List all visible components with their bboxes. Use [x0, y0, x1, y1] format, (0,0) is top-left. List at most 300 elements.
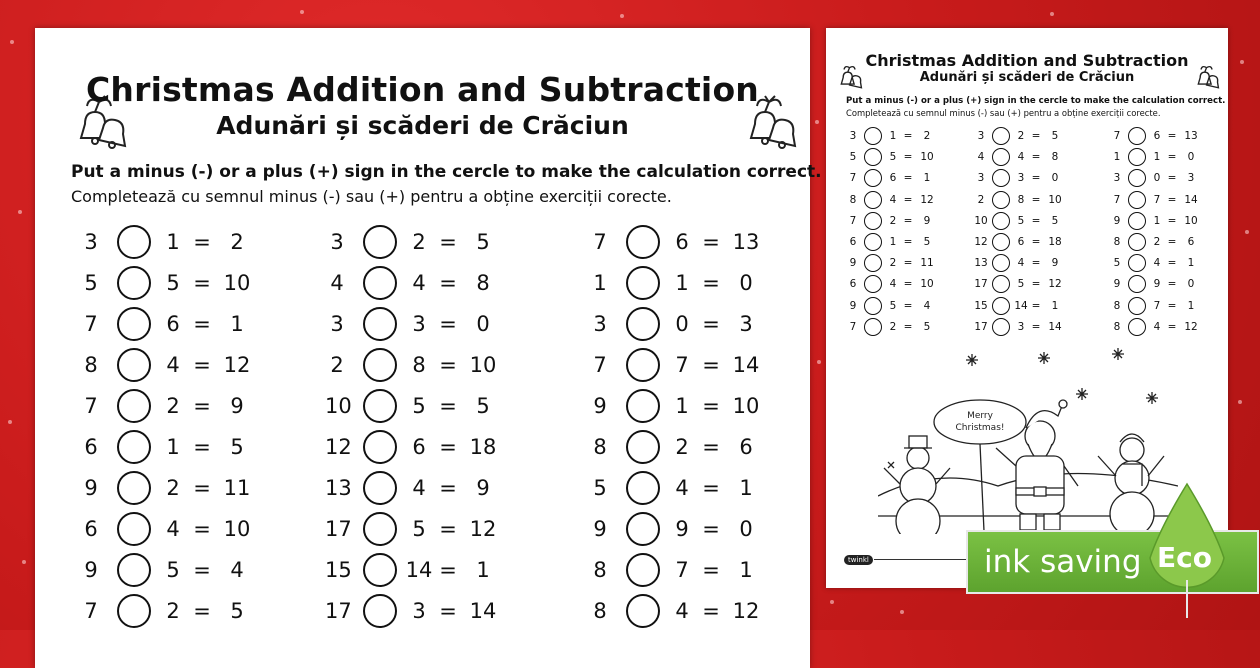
thumbnail-column-2 — [974, 127, 1084, 339]
answer-circle[interactable] — [626, 266, 660, 300]
operand-a: 15 — [325, 558, 352, 582]
sign-text-line1: Merry — [967, 411, 993, 421]
answer-circle[interactable] — [626, 307, 660, 341]
christmas-illustration — [878, 346, 1178, 534]
answer-circle[interactable] — [117, 307, 151, 341]
operand-a: 13 — [325, 476, 352, 500]
operand-b: 4 — [1153, 257, 1161, 270]
equation-row — [325, 225, 525, 266]
answer-circle[interactable] — [626, 430, 660, 464]
equation-row — [79, 471, 279, 512]
operand-b: 6 — [1017, 235, 1025, 248]
equals-sign: = — [702, 353, 720, 377]
result-value: 14 — [1184, 193, 1198, 206]
answer-circle[interactable] — [117, 389, 151, 423]
operand-a: 5 — [849, 151, 857, 164]
equation-row — [846, 275, 956, 296]
thumbnail-title: Christmas Addition and Subtraction — [865, 51, 1189, 70]
operand-b: 2 — [166, 394, 180, 418]
result-value: 3 — [1187, 172, 1195, 185]
result-value: 1 — [1051, 299, 1059, 312]
answer-circle[interactable] — [363, 348, 397, 382]
equation-row — [1110, 191, 1220, 212]
equals-sign: = — [1167, 257, 1177, 270]
snowflake-icon — [1038, 352, 1050, 364]
operand-a: 7 — [84, 599, 98, 623]
operand-b: 14 — [405, 558, 433, 582]
operand-b: 5 — [412, 394, 426, 418]
equation-row — [325, 594, 525, 635]
operand-a: 17 — [974, 278, 988, 291]
operand-a: 7 — [849, 320, 857, 333]
operand-a: 3 — [330, 230, 344, 254]
answer-circle[interactable] — [864, 297, 882, 315]
operand-b: 4 — [412, 476, 426, 500]
result-value: 4 — [923, 299, 931, 312]
equals-sign: = — [903, 214, 913, 227]
equals-sign: = — [439, 517, 457, 541]
operand-b: 2 — [412, 230, 426, 254]
equation-row — [974, 191, 1084, 212]
result-value: 1 — [739, 476, 753, 500]
answer-circle[interactable] — [626, 512, 660, 546]
operand-a: 13 — [974, 257, 988, 270]
answer-circle[interactable] — [363, 512, 397, 546]
answer-circle[interactable] — [1128, 148, 1146, 166]
thumbnail-column-1 — [846, 127, 956, 339]
equals-sign: = — [439, 230, 457, 254]
equals-sign: = — [1031, 320, 1041, 333]
operand-b: 4 — [166, 517, 180, 541]
answer-circle[interactable] — [992, 148, 1010, 166]
operand-b: 1 — [675, 271, 689, 295]
equation-row — [325, 553, 525, 594]
equation-row — [974, 148, 1084, 169]
answer-circle[interactable] — [864, 191, 882, 209]
equals-sign: = — [1031, 130, 1041, 142]
operand-a: 3 — [849, 130, 857, 142]
equals-sign: = — [903, 151, 913, 164]
equation-row — [588, 225, 788, 266]
equals-sign: = — [1167, 151, 1177, 164]
answer-circle[interactable] — [864, 127, 882, 145]
equation-row — [588, 266, 788, 307]
thumbnail-column-3 — [1110, 127, 1220, 339]
answer-circle[interactable] — [1128, 318, 1146, 336]
equals-sign: = — [1167, 320, 1177, 333]
equation-row — [974, 212, 1084, 233]
answer-circle[interactable] — [864, 318, 882, 336]
answer-circle[interactable] — [363, 553, 397, 587]
result-value: 11 — [920, 257, 934, 270]
result-value: 1 — [923, 172, 931, 185]
operand-a: 9 — [84, 558, 98, 582]
equals-sign: = — [702, 312, 720, 336]
result-value: 0 — [1187, 151, 1195, 164]
result-value: 0 — [1187, 278, 1195, 291]
result-value: 1 — [476, 558, 490, 582]
operand-a: 8 — [593, 558, 607, 582]
equation-row — [846, 297, 956, 318]
equation-row — [325, 512, 525, 553]
equals-sign: = — [193, 353, 211, 377]
operand-b: 14 — [1014, 299, 1028, 312]
equals-sign: = — [903, 193, 913, 206]
operand-b: 2 — [166, 599, 180, 623]
equation-row — [846, 233, 956, 254]
result-value: 3 — [739, 312, 753, 336]
answer-circle[interactable] — [992, 275, 1010, 293]
equation-row — [325, 307, 525, 348]
answer-circle[interactable] — [1128, 191, 1146, 209]
operand-a: 3 — [1113, 172, 1121, 185]
equals-sign: = — [702, 271, 720, 295]
operand-a: 12 — [325, 435, 352, 459]
answer-circle[interactable] — [992, 169, 1010, 187]
equation-row — [1110, 148, 1220, 169]
operand-a: 6 — [849, 235, 857, 248]
operand-b: 2 — [166, 476, 180, 500]
worksheet-large-page — [35, 28, 822, 668]
equation-row — [1110, 297, 1220, 318]
answer-circle[interactable] — [363, 430, 397, 464]
operand-a: 12 — [974, 235, 988, 248]
operand-b: 5 — [889, 151, 897, 164]
operand-b: 1 — [675, 394, 689, 418]
equation-row — [1110, 233, 1220, 254]
operand-b: 1 — [1153, 214, 1161, 227]
result-value: 12 — [732, 599, 760, 623]
answer-circle[interactable] — [992, 254, 1010, 272]
operand-a: 5 — [593, 476, 607, 500]
operand-b: 2 — [889, 257, 897, 270]
answer-circle[interactable] — [1128, 169, 1146, 187]
result-value: 5 — [230, 435, 244, 459]
operand-a: 6 — [84, 435, 98, 459]
snowflake-icon — [1146, 392, 1158, 404]
operand-b: 9 — [1153, 278, 1161, 291]
equals-sign: = — [903, 278, 913, 291]
result-value: 12 — [920, 193, 934, 206]
operand-b: 4 — [412, 271, 426, 295]
answer-circle[interactable] — [626, 348, 660, 382]
equation-row — [1110, 318, 1220, 339]
operand-a: 17 — [325, 517, 352, 541]
operand-a: 9 — [593, 517, 607, 541]
instruction-english: Put a minus (-) or a plus (+) sign in the cercle to make the calculation correct. — [71, 162, 822, 182]
equation-row — [588, 471, 788, 512]
equation-row — [79, 266, 279, 307]
operand-b: 8 — [412, 353, 426, 377]
answer-circle[interactable] — [363, 225, 397, 259]
answer-circle[interactable] — [864, 212, 882, 230]
equation-row — [79, 512, 279, 553]
equation-row — [588, 348, 788, 389]
operand-b: 2 — [889, 214, 897, 227]
equation-row — [846, 318, 956, 339]
answer-circle[interactable] — [992, 127, 1010, 145]
equation-row — [1110, 127, 1220, 148]
answer-circle[interactable] — [117, 594, 151, 628]
equals-sign: = — [903, 235, 913, 248]
snowflake-icon — [966, 354, 978, 366]
result-value: 10 — [1184, 214, 1198, 227]
operand-b: 6 — [412, 435, 426, 459]
equals-sign: = — [702, 558, 720, 582]
result-value: 13 — [732, 230, 760, 254]
equation-row — [846, 254, 956, 275]
operand-b: 7 — [1153, 193, 1161, 206]
operand-a: 9 — [1113, 214, 1121, 227]
worksheet-title: Christmas Addition and Subtraction — [85, 70, 760, 109]
operand-b: 6 — [1153, 130, 1161, 142]
result-value: 6 — [739, 435, 753, 459]
result-value: 0 — [739, 271, 753, 295]
equation-column-1 — [79, 225, 279, 635]
result-value: 2 — [923, 130, 931, 142]
answer-circle[interactable] — [626, 594, 660, 628]
operand-b: 3 — [1017, 320, 1025, 333]
answer-circle[interactable] — [626, 553, 660, 587]
result-value: 11 — [223, 476, 251, 500]
operand-b: 2 — [675, 435, 689, 459]
equals-sign: = — [903, 130, 913, 142]
answer-circle[interactable] — [1128, 127, 1146, 145]
operand-b: 7 — [675, 558, 689, 582]
answer-circle[interactable] — [626, 471, 660, 505]
equals-sign: = — [193, 394, 211, 418]
equation-row — [588, 553, 788, 594]
equals-sign: = — [1031, 235, 1041, 248]
equals-sign: = — [193, 476, 211, 500]
answer-circle[interactable] — [117, 348, 151, 382]
answer-circle[interactable] — [1128, 212, 1146, 230]
operand-a: 3 — [593, 312, 607, 336]
equals-sign: = — [1031, 299, 1041, 312]
equals-sign: = — [1031, 214, 1041, 227]
answer-circle[interactable] — [864, 233, 882, 251]
operand-b: 0 — [1153, 172, 1161, 185]
equation-row — [846, 169, 956, 190]
result-value: 9 — [1051, 257, 1059, 270]
equals-sign: = — [1031, 278, 1041, 291]
operand-a: 9 — [593, 394, 607, 418]
answer-circle[interactable] — [363, 471, 397, 505]
result-value: 12 — [469, 517, 497, 541]
equals-sign: = — [193, 517, 211, 541]
operand-a: 5 — [84, 271, 98, 295]
result-value: 12 — [1048, 278, 1062, 291]
operand-b: 4 — [675, 599, 689, 623]
answer-circle[interactable] — [992, 318, 1010, 336]
result-value: 13 — [1184, 130, 1198, 142]
equation-row — [79, 307, 279, 348]
equation-column-2 — [325, 225, 525, 635]
result-value: 2 — [230, 230, 244, 254]
equals-sign: = — [1167, 193, 1177, 206]
equation-row — [974, 297, 1084, 318]
equals-sign: = — [1167, 172, 1177, 185]
equals-sign: = — [439, 394, 457, 418]
operand-b: 3 — [412, 599, 426, 623]
worksheet-subtitle: Adunări și scăderi de Crăciun — [216, 111, 629, 140]
answer-circle[interactable] — [1128, 275, 1146, 293]
equals-sign: = — [1031, 193, 1041, 206]
operand-a: 7 — [1113, 193, 1121, 206]
operand-a: 2 — [330, 353, 344, 377]
operand-b: 6 — [889, 172, 897, 185]
result-value: 8 — [1051, 151, 1059, 164]
answer-circle[interactable] — [363, 594, 397, 628]
operand-b: 4 — [1017, 151, 1025, 164]
equation-row — [325, 348, 525, 389]
answer-circle[interactable] — [864, 254, 882, 272]
result-value: 12 — [223, 353, 251, 377]
equals-sign: = — [702, 599, 720, 623]
operand-a: 9 — [84, 476, 98, 500]
answer-circle[interactable] — [117, 430, 151, 464]
answer-circle[interactable] — [1128, 233, 1146, 251]
equation-row — [79, 348, 279, 389]
operand-a: 5 — [1113, 257, 1121, 270]
equals-sign: = — [193, 312, 211, 336]
result-value: 0 — [1051, 172, 1059, 185]
result-value: 12 — [1184, 320, 1198, 333]
operand-b: 1 — [889, 130, 897, 142]
operand-b: 7 — [1153, 299, 1161, 312]
operand-b: 9 — [675, 517, 689, 541]
operand-b: 5 — [166, 558, 180, 582]
equation-row — [846, 212, 956, 233]
result-value: 0 — [739, 517, 753, 541]
equation-row — [79, 430, 279, 471]
equals-sign: = — [1031, 172, 1041, 185]
equals-sign: = — [1167, 235, 1177, 248]
result-value: 1 — [1187, 299, 1195, 312]
equals-sign: = — [193, 271, 211, 295]
operand-a: 3 — [977, 172, 985, 185]
operand-a: 7 — [84, 312, 98, 336]
result-value: 14 — [1048, 320, 1062, 333]
result-value: 5 — [476, 394, 490, 418]
equals-sign: = — [1167, 130, 1177, 142]
eco-label: Eco — [1157, 541, 1212, 574]
equation-row — [325, 430, 525, 471]
result-value: 5 — [230, 599, 244, 623]
answer-circle[interactable] — [117, 471, 151, 505]
answer-circle[interactable] — [363, 389, 397, 423]
equals-sign: = — [193, 558, 211, 582]
answer-circle[interactable] — [992, 233, 1010, 251]
answer-circle[interactable] — [864, 148, 882, 166]
result-value: 14 — [732, 353, 760, 377]
operand-b: 5 — [1017, 214, 1025, 227]
operand-a: 8 — [593, 599, 607, 623]
equals-sign: = — [439, 435, 457, 459]
operand-b: 4 — [1153, 320, 1161, 333]
operand-a: 9 — [849, 257, 857, 270]
result-value: 5 — [476, 230, 490, 254]
result-value: 18 — [1048, 235, 1062, 248]
result-value: 5 — [923, 320, 931, 333]
equation-row — [974, 233, 1084, 254]
operand-a: 9 — [1113, 278, 1121, 291]
equals-sign: = — [1167, 214, 1177, 227]
operand-b: 2 — [1153, 235, 1161, 248]
answer-circle[interactable] — [117, 512, 151, 546]
answer-circle[interactable] — [1128, 297, 1146, 315]
operand-b: 1 — [1153, 151, 1161, 164]
thumbnail-subtitle: Adunări și scăderi de Crăciun — [919, 70, 1135, 85]
equation-row — [974, 254, 1084, 275]
answer-circle[interactable] — [1128, 254, 1146, 272]
answer-circle[interactable] — [864, 169, 882, 187]
operand-a: 7 — [84, 394, 98, 418]
operand-a: 7 — [849, 172, 857, 185]
operand-a: 7 — [593, 353, 607, 377]
equation-row — [1110, 254, 1220, 275]
snowflake-icon — [1076, 388, 1088, 400]
answer-circle[interactable] — [363, 266, 397, 300]
operand-a: 8 — [849, 193, 857, 206]
answer-circle[interactable] — [992, 212, 1010, 230]
equation-row — [974, 318, 1084, 339]
answer-circle[interactable] — [864, 275, 882, 293]
equation-row — [588, 594, 788, 635]
equation-row — [974, 127, 1084, 148]
operand-b: 7 — [675, 353, 689, 377]
operand-a: 8 — [1113, 235, 1121, 248]
operand-a: 8 — [1113, 320, 1121, 333]
equals-sign: = — [702, 435, 720, 459]
result-value: 4 — [230, 558, 244, 582]
operand-b: 6 — [675, 230, 689, 254]
equation-row — [846, 148, 956, 169]
operand-a: 1 — [593, 271, 607, 295]
answer-circle[interactable] — [992, 297, 1010, 315]
answer-circle[interactable] — [626, 225, 660, 259]
result-value: 5 — [1051, 214, 1059, 227]
operand-a: 10 — [974, 214, 988, 227]
equals-sign: = — [702, 394, 720, 418]
answer-circle[interactable] — [363, 307, 397, 341]
equals-sign: = — [193, 599, 211, 623]
equation-row — [325, 266, 525, 307]
equation-row — [974, 169, 1084, 190]
operand-a: 6 — [84, 517, 98, 541]
equals-sign: = — [439, 312, 457, 336]
answer-circle[interactable] — [117, 225, 151, 259]
answer-circle[interactable] — [117, 553, 151, 587]
answer-circle[interactable] — [626, 389, 660, 423]
result-value: 9 — [476, 476, 490, 500]
result-value: 14 — [469, 599, 497, 623]
equation-row — [588, 512, 788, 553]
operand-a: 8 — [593, 435, 607, 459]
equals-sign: = — [903, 299, 913, 312]
equation-row — [588, 307, 788, 348]
answer-circle[interactable] — [117, 266, 151, 300]
answer-circle[interactable] — [992, 191, 1010, 209]
ink-saving-text: ink saving — [984, 544, 1142, 580]
equals-sign: = — [1167, 299, 1177, 312]
operand-b: 5 — [166, 271, 180, 295]
operand-a: 2 — [977, 193, 985, 206]
operand-a: 15 — [974, 299, 988, 312]
operand-a: 1 — [1113, 151, 1121, 164]
operand-a: 3 — [977, 130, 985, 142]
equals-sign: = — [1031, 257, 1041, 270]
